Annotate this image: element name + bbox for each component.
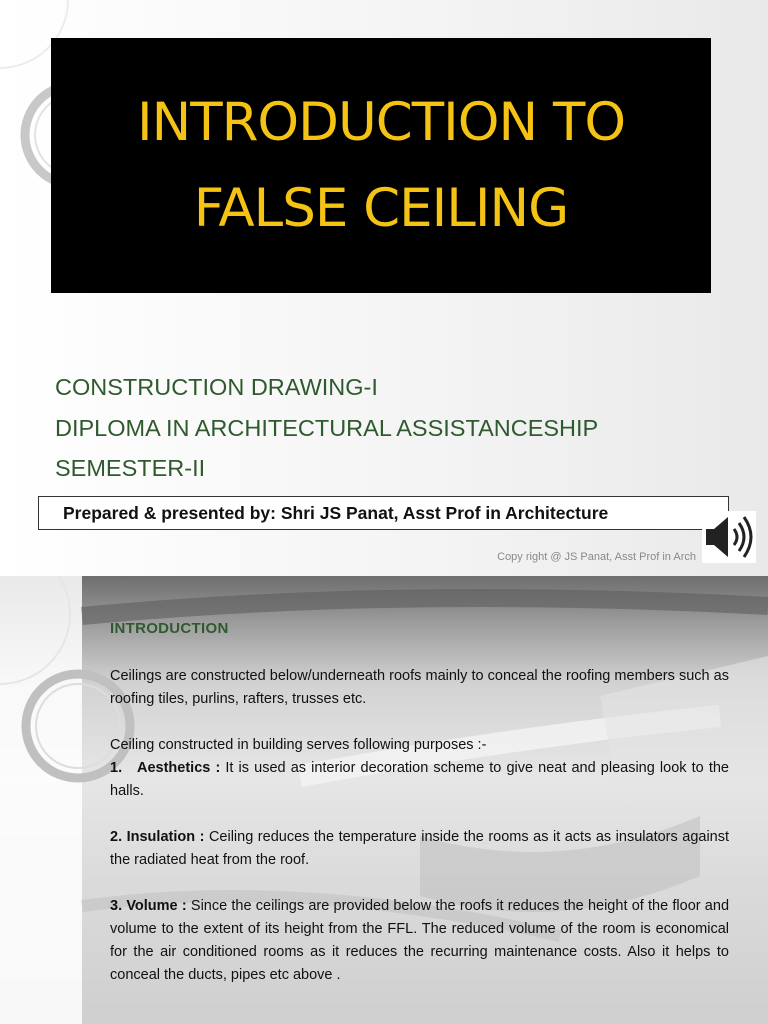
list-item-aesthetics: [110, 757, 729, 803]
list-item-volume: [110, 895, 729, 987]
term-volume: 3. Volume :: [110, 898, 187, 914]
speaker-icon[interactable]: [702, 511, 756, 563]
title-box: [51, 38, 711, 293]
title-line-1: INTRODUCTION TO: [136, 91, 626, 153]
title-line-2: FALSE CEILING: [193, 177, 569, 239]
copyright-text: Copy right @ JS Panat, Asst Prof in Arch: [497, 551, 696, 563]
presenter-box: [38, 496, 729, 530]
introduction-slide: [0, 576, 768, 1024]
list-item-insulation: [110, 826, 729, 872]
subtitle-diploma: DIPLOMA IN ARCHITECTURAL ASSISTANCESHIP: [55, 415, 599, 441]
presenter-text: Prepared & presented by: Shri JS Panat, Asst Prof in Architecture: [63, 503, 609, 523]
term-aesthetics: Aesthetics :: [137, 760, 221, 776]
text-volume: Since the ceilings are provided below the roofs it reduces the height of the floor and volume to the extent of its height from the FFL. The reduced volume of the room is economical for the air conditioned rooms as it reduces the recurring maintenance costs. Also it helps to conceal the ducts, pipes etc above .: [110, 898, 730, 983]
paragraph-purposes-intro: Ceiling constructed in building serves following purposes :-: [110, 737, 487, 753]
list-number: 1.: [110, 760, 123, 776]
section-heading: INTRODUCTION: [110, 620, 229, 637]
term-insulation: 2. Insulation :: [110, 829, 205, 845]
text-aesthetics: It is used as interior decoration scheme to give neat and pleasing look to the halls.: [110, 760, 729, 799]
subtitle-semester: SEMESTER-II: [55, 455, 206, 481]
text-insulation: Ceiling reduces the temperature inside the rooms as it acts as insulators against the radiated heat from the roof.: [110, 829, 730, 868]
paragraph-definition: Ceilings are constructed below/underneath roofs mainly to conceal the roofing members such as roofing tiles, purlins, rafters, trusses etc.: [110, 668, 729, 707]
subtitle-course: CONSTRUCTION DRAWING-I: [55, 374, 378, 400]
